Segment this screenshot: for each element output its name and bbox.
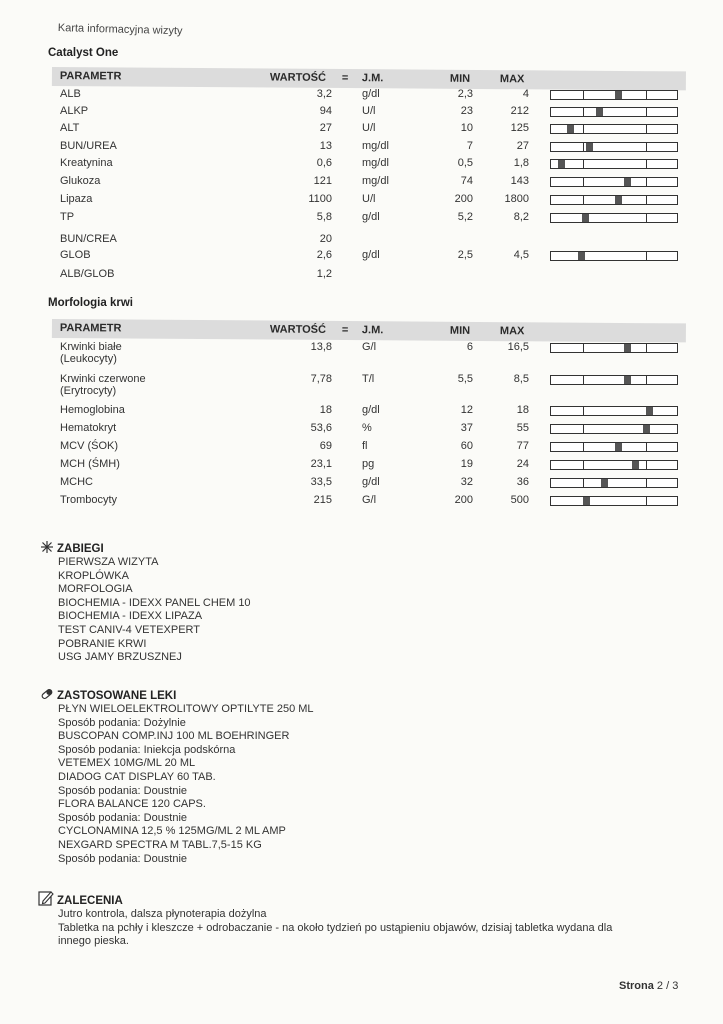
range-tick xyxy=(583,425,584,433)
param-value: 23,1 xyxy=(310,458,332,470)
list-item: BIOCHEMIA - IDEXX LIPAZA xyxy=(58,610,203,623)
range-marker xyxy=(567,125,574,133)
header-min: MIN xyxy=(449,72,471,85)
param-name-line: Hemoglobina xyxy=(60,404,125,416)
param-value: 215 xyxy=(313,494,332,506)
param-name-line: Hematokryt xyxy=(60,422,117,434)
range-tick xyxy=(583,91,584,99)
edit-icon xyxy=(38,890,54,906)
header-parametr: PARAMETR xyxy=(59,322,122,335)
param-name xyxy=(60,341,122,365)
range-tick xyxy=(583,108,584,116)
param-min: 60 xyxy=(460,440,473,452)
table-row xyxy=(52,105,686,121)
param-max: 1,8 xyxy=(513,157,529,169)
range-tick xyxy=(646,196,647,204)
param-name-line-2: (Leukocyty) xyxy=(60,353,117,365)
param-unit: U/l xyxy=(362,122,376,134)
param-name-line: TP xyxy=(60,211,75,223)
header-eq: = xyxy=(341,72,349,85)
table-row xyxy=(52,157,686,173)
morfologia-section-title: Morfologia krwi xyxy=(48,297,133,309)
param-max: 8,5 xyxy=(513,373,529,385)
param-unit: pg xyxy=(362,458,375,470)
param-name xyxy=(60,373,146,397)
table-row xyxy=(52,422,686,438)
header-min: MIN xyxy=(449,324,471,337)
list-item: MORFOLOGIA xyxy=(58,583,133,596)
table-row xyxy=(52,175,686,191)
zabiegi-section-title xyxy=(40,540,104,555)
leki-title-text: ZASTOSOWANE LEKI xyxy=(57,690,177,702)
param-unit: g/dl xyxy=(362,404,380,416)
param-unit: G/l xyxy=(362,341,377,353)
param-max: 125 xyxy=(510,122,529,134)
param-name-line: ALB xyxy=(60,88,81,100)
list-item: PŁYN WIELOELEKTROLITOWY OPTILYTE 250 ML xyxy=(58,703,314,715)
table-row xyxy=(52,373,686,397)
table-row xyxy=(52,404,686,420)
param-unit: g/dl xyxy=(362,476,380,488)
param-unit: mg/dl xyxy=(362,140,389,152)
range-tick xyxy=(646,160,647,168)
list-item: Sposób podania: Iniekcja podskórna xyxy=(58,743,236,756)
range-bar xyxy=(550,442,678,452)
param-name xyxy=(60,476,93,488)
range-tick xyxy=(646,108,647,116)
range-tick xyxy=(646,91,647,99)
range-tick xyxy=(583,196,584,204)
param-value: 1,2 xyxy=(316,268,332,280)
range-tick xyxy=(646,443,647,451)
param-max: 4,5 xyxy=(513,249,529,261)
param-name xyxy=(60,249,91,261)
catalyst-table-header xyxy=(52,67,686,90)
param-value: 20 xyxy=(319,233,332,245)
list-item: USG JAMY BRZUSZNEJ xyxy=(58,651,182,664)
table-row xyxy=(52,249,686,265)
param-unit: mg/dl xyxy=(362,175,389,187)
param-name-line: Krwinki czerwone xyxy=(60,373,146,385)
param-min: 23 xyxy=(460,105,473,117)
param-min: 32 xyxy=(460,476,473,488)
table-row xyxy=(52,476,686,492)
header-jm: J.M. xyxy=(361,72,384,85)
range-bar xyxy=(550,406,678,416)
param-value: 121 xyxy=(313,175,332,187)
range-tick xyxy=(583,178,584,186)
param-unit: g/dl xyxy=(362,249,380,261)
zalecenia-title-text: ZALECENIA xyxy=(57,895,123,907)
param-min: 2,5 xyxy=(457,249,473,261)
range-tick xyxy=(646,252,647,260)
table-row xyxy=(52,122,686,138)
param-min: 200 xyxy=(454,193,473,205)
param-name xyxy=(60,440,118,452)
page-label: Strona xyxy=(619,980,654,992)
page-sep: / xyxy=(666,980,670,992)
range-marker xyxy=(578,252,585,260)
leki-section-title xyxy=(40,687,176,702)
range-marker xyxy=(646,407,653,415)
range-marker xyxy=(583,497,590,505)
param-name-line: Krwinki białe xyxy=(60,341,122,353)
range-tick xyxy=(583,461,584,469)
param-value: 2,6 xyxy=(316,249,332,261)
table-row xyxy=(52,233,686,249)
range-tick xyxy=(646,479,647,487)
param-max: 500 xyxy=(510,494,529,506)
param-name xyxy=(60,494,117,506)
param-name xyxy=(60,140,117,152)
param-min: 200 xyxy=(454,494,473,506)
param-name-line: Glukoza xyxy=(60,175,101,187)
range-bar xyxy=(550,195,678,205)
param-min: 19 xyxy=(460,458,473,470)
list-item: BUSCOPAN COMP.INJ 100 ML BOEHRINGER xyxy=(58,730,290,743)
range-bar xyxy=(550,343,678,353)
param-name-line: Kreatynina xyxy=(60,157,113,169)
list-item: innego pieska. xyxy=(58,935,129,947)
range-bar xyxy=(550,90,678,100)
range-marker xyxy=(586,143,593,151)
range-tick xyxy=(646,497,647,505)
param-max: 24 xyxy=(516,458,529,470)
table-row xyxy=(52,268,686,284)
range-marker xyxy=(615,91,622,99)
range-bar xyxy=(550,478,678,488)
param-name-line: ALB/GLOB xyxy=(60,268,115,280)
header-wartosc: WARTOŚĆ xyxy=(269,323,327,336)
param-value: 27 xyxy=(319,122,332,134)
range-tick xyxy=(646,344,647,352)
range-tick xyxy=(646,125,647,133)
table-row xyxy=(52,140,686,156)
param-max: 8,2 xyxy=(513,211,529,223)
param-min: 5,2 xyxy=(457,211,473,223)
pill-icon xyxy=(40,687,54,701)
param-name-line: MCV (ŚOK) xyxy=(60,440,119,452)
header-parametr: PARAMETR xyxy=(59,70,122,83)
range-marker xyxy=(624,178,631,186)
range-tick xyxy=(646,461,647,469)
param-max: 16,5 xyxy=(507,341,529,353)
param-name xyxy=(60,157,113,169)
list-item: KROPLÓWKA xyxy=(58,569,129,582)
zabiegi-title-text: ZABIEGI xyxy=(57,543,104,555)
range-bar xyxy=(550,213,678,223)
param-min: 2,3 xyxy=(457,88,473,100)
range-bar xyxy=(550,424,678,434)
param-name xyxy=(60,105,88,117)
param-name xyxy=(60,122,79,134)
param-unit: fl xyxy=(362,440,368,452)
table-row xyxy=(52,440,686,456)
param-min: 6 xyxy=(466,341,473,353)
param-max: 143 xyxy=(510,175,529,187)
page-total: 3 xyxy=(672,980,679,992)
param-max: 55 xyxy=(516,422,529,434)
param-name-line: MCH (ŚMH) xyxy=(60,458,120,470)
table-row xyxy=(52,211,686,227)
param-min: 12 xyxy=(460,404,473,416)
param-unit: U/l xyxy=(362,193,376,205)
param-unit: % xyxy=(362,422,372,434)
param-min: 5,5 xyxy=(457,373,473,385)
range-tick xyxy=(646,143,647,151)
param-name-line: ALKP xyxy=(60,105,89,117)
list-item: Tabletka na pchły i kleszcze + odrobaczanie - na około tydzień po ustąpieniu objawów, dzisiaj tabletka wydana dla xyxy=(58,921,613,934)
param-max: 212 xyxy=(510,105,529,117)
param-value: 13 xyxy=(319,140,332,152)
param-name-line-2: (Erytrocyty) xyxy=(60,385,117,397)
range-bar xyxy=(550,159,678,169)
param-name xyxy=(60,211,74,223)
param-name xyxy=(60,233,117,245)
param-value: 53,6 xyxy=(310,422,332,434)
table-row xyxy=(52,341,686,365)
list-item: Sposób podania: Dożylnie xyxy=(58,716,186,729)
range-marker xyxy=(632,461,639,469)
param-value: 13,8 xyxy=(310,341,332,353)
range-marker xyxy=(615,443,622,451)
header-jm: J.M. xyxy=(361,324,384,337)
range-bar xyxy=(550,107,678,117)
range-tick xyxy=(583,407,584,415)
range-tick xyxy=(583,443,584,451)
table-row xyxy=(52,88,686,104)
range-marker xyxy=(596,108,603,116)
list-item: VETEMEX 10MG/ML 20 ML xyxy=(58,757,196,770)
param-unit: T/l xyxy=(362,373,375,385)
param-name-line: MCHC xyxy=(60,476,93,488)
param-value: 69 xyxy=(319,440,332,452)
range-tick xyxy=(583,479,584,487)
param-max: 18 xyxy=(516,404,529,416)
param-max: 36 xyxy=(516,476,529,488)
range-marker xyxy=(615,196,622,204)
list-item: DIADOG CAT DISPLAY 60 TAB. xyxy=(58,771,216,783)
param-min: 10 xyxy=(460,122,473,134)
range-tick xyxy=(583,376,584,384)
table-row xyxy=(52,193,686,209)
param-name-line: BUN/UREA xyxy=(60,140,117,152)
param-unit: g/dl xyxy=(362,211,380,223)
param-value: 5,8 xyxy=(316,211,332,223)
param-value: 0,6 xyxy=(316,157,332,169)
list-item: Sposób podania: Doustnie xyxy=(58,784,188,797)
param-value: 7,78 xyxy=(310,373,332,385)
range-tick xyxy=(646,178,647,186)
param-name xyxy=(60,175,100,187)
param-name xyxy=(60,268,114,280)
range-bar xyxy=(550,124,678,134)
param-name-line: ALT xyxy=(60,122,80,134)
list-item: Sposób podania: Doustnie xyxy=(58,852,188,865)
range-marker xyxy=(601,479,608,487)
table-row xyxy=(52,494,686,510)
header-eq: = xyxy=(341,324,349,337)
list-item: FLORA BALANCE 120 CAPS. xyxy=(58,798,206,811)
range-marker xyxy=(582,214,589,222)
list-item: POBRANIE KRWI xyxy=(58,637,147,650)
param-value: 18 xyxy=(319,404,332,416)
param-name xyxy=(60,193,92,205)
param-max: 4 xyxy=(522,88,529,100)
param-max: 1800 xyxy=(504,193,529,205)
param-max: 27 xyxy=(516,140,529,152)
param-name-line: GLOB xyxy=(60,249,91,261)
param-value: 3,2 xyxy=(316,88,332,100)
page-current: 2 xyxy=(656,980,664,992)
range-tick xyxy=(583,344,584,352)
param-name-line: Trombocyty xyxy=(60,494,118,506)
range-bar xyxy=(550,177,678,187)
sparkle-icon xyxy=(40,540,54,554)
zalecenia-section-title xyxy=(38,890,123,907)
range-bar xyxy=(550,251,678,261)
param-min: 37 xyxy=(460,422,473,434)
range-tick xyxy=(583,125,584,133)
list-item: BIOCHEMIA - IDEXX PANEL CHEM 10 xyxy=(58,596,251,609)
list-item: NEXGARD SPECTRA M TABL.7,5-15 KG xyxy=(58,839,262,851)
range-tick xyxy=(646,214,647,222)
range-marker xyxy=(558,160,565,168)
header-max: MAX xyxy=(499,325,525,338)
range-tick xyxy=(583,143,584,151)
param-unit: mg/dl xyxy=(362,157,389,169)
param-value: 1100 xyxy=(308,193,332,205)
list-item: Sposób podania: Doustnie xyxy=(58,811,188,824)
header-wartosc: WARTOŚĆ xyxy=(269,71,327,84)
list-item: TEST CANIV-4 VETEXPERT xyxy=(58,624,201,636)
list-item: PIERWSZA WIZYTA xyxy=(58,556,159,568)
range-marker xyxy=(624,376,631,384)
page-number xyxy=(619,980,678,992)
param-min: 0,5 xyxy=(457,157,473,169)
param-unit: g/dl xyxy=(362,88,380,100)
param-value: 94 xyxy=(319,105,332,117)
range-tick xyxy=(583,160,584,168)
param-name xyxy=(60,404,125,416)
param-max: 77 xyxy=(516,440,529,452)
header-max: MAX xyxy=(499,73,525,86)
list-item: Jutro kontrola, dalsza płynoterapia dożylna xyxy=(58,908,267,920)
range-bar xyxy=(550,142,678,152)
range-marker xyxy=(643,425,650,433)
table-row xyxy=(52,458,686,474)
morfologia-table-header xyxy=(52,319,686,342)
range-bar xyxy=(550,496,678,506)
range-bar xyxy=(550,375,678,385)
range-bar xyxy=(550,460,678,470)
param-min: 74 xyxy=(460,175,473,187)
param-name xyxy=(60,458,120,470)
document-title: Karta informacyjna wizyty xyxy=(57,22,183,38)
param-name-line: BUN/CREA xyxy=(60,233,117,245)
range-tick xyxy=(646,376,647,384)
catalyst-section-title: Catalyst One xyxy=(48,47,119,59)
param-unit: G/l xyxy=(362,494,377,506)
param-name xyxy=(60,88,81,100)
param-min: 7 xyxy=(466,140,473,152)
param-value: 33,5 xyxy=(310,476,332,488)
list-item: CYCLONAMINA 12,5 % 125MG/ML 2 ML AMP xyxy=(58,825,286,838)
param-unit: U/l xyxy=(362,105,376,117)
param-name xyxy=(60,422,116,434)
range-marker xyxy=(624,344,631,352)
param-name-line: Lipaza xyxy=(60,193,93,205)
